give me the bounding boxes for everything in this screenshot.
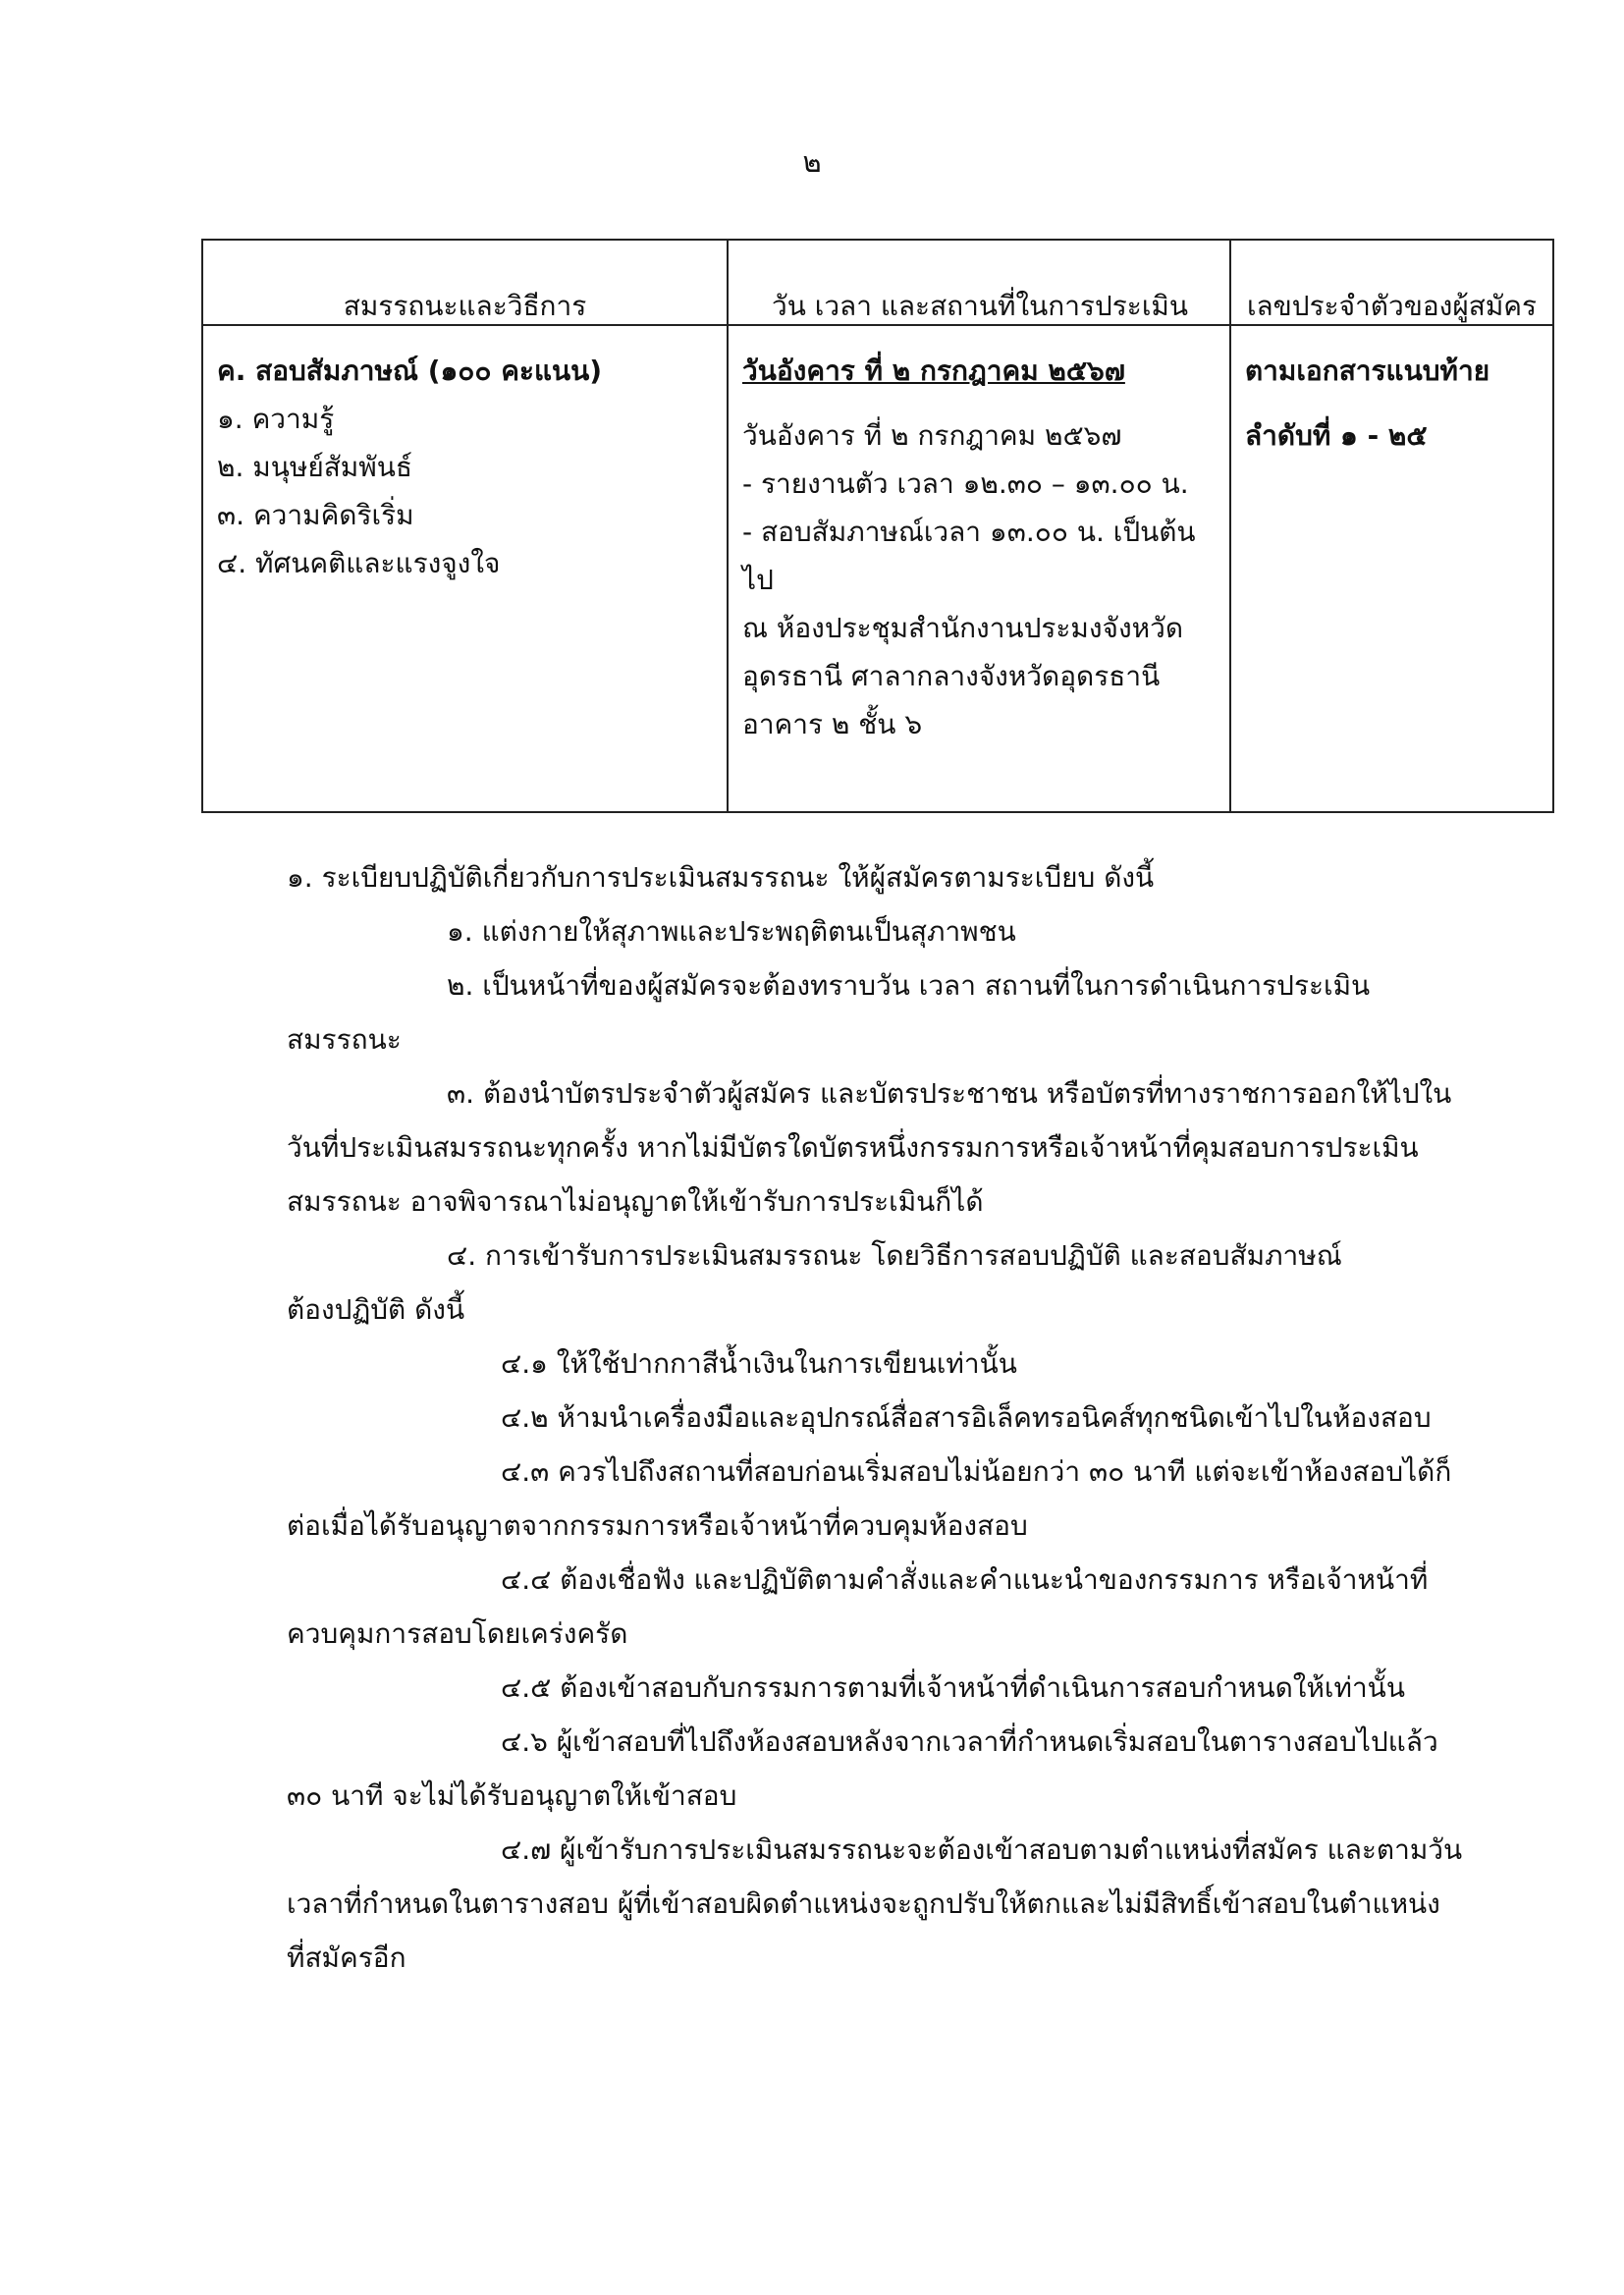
applicant-id-cell — [1245, 347, 1543, 460]
header-schedule: วัน เวลา และสถานที่ในการประเมิน — [772, 290, 1188, 322]
venue-line: อุดรธานี ศาลากลางจังหวัดอุดรธานี — [742, 660, 1161, 692]
column-competency — [203, 241, 727, 811]
page-number: ๒ — [802, 145, 822, 179]
header-competency: สมรรถนะและวิธีการ — [343, 290, 587, 322]
column-applicant-id — [1229, 241, 1552, 811]
competency-cell — [217, 347, 717, 587]
rule-subitem-cont: ควบคุมการสอบโดยเคร่งครัด — [287, 1617, 628, 1650]
rule-subitem-cont: ๓๐ นาที จะไม่ได้รับอนุญาตให้เข้าสอบ — [287, 1779, 737, 1812]
rule-subitem-cont: ที่สมัครอีก — [287, 1941, 406, 1974]
venue-line: อาคาร ๒ ชั้น ๖ — [742, 708, 923, 740]
schedule-cell — [742, 347, 1221, 748]
date-heading: วันอังคาร ที่ ๒ กรกฎาคม ๒๕๖๗ — [742, 355, 1125, 387]
rule-subitem-cont: ต่อเมื่อได้รับอนุญาตจากกรรมการหรือเจ้าหน้าที่ควบคุมห้องสอบ — [287, 1509, 1028, 1542]
header-applicant-id: เลขประจำตัวของผู้สมัคร — [1246, 290, 1538, 322]
rule-item-cont: สมรรถนะ — [287, 1023, 402, 1056]
rule-item-cont: สมรรถนะ อาจพิจารณาไม่อนุญาตให้เข้ารับการประเมินก็ได้ — [287, 1185, 984, 1218]
rule-subitem: ๔.๔ ต้องเชื่อฟัง และปฏิบัติตามคำสั่งและคำแนะนำของกรรมการ หรือเจ้าหน้าที่ — [501, 1563, 1429, 1596]
schedule-table — [201, 239, 1554, 813]
rule-item: ๑. แต่งกายให้สุภาพและประพฤติตนเป็นสุภาพชน — [447, 915, 1016, 948]
interview-time: - สอบสัมภาษณ์เวลา ๑๓.๐๐ น. เป็นต้น — [742, 516, 1196, 548]
competency-item: ๔. ทัศนคติและแรงจูงใจ — [217, 547, 501, 579]
rule-subitem: ๔.๗ ผู้เข้ารับการประเมินสมรรถนะจะต้องเข้าสอบตามตำแหน่งที่สมัคร และตามวัน — [501, 1833, 1463, 1866]
competency-item: ๒. มนุษย์สัมพันธ์ — [217, 451, 412, 483]
applicant-range: ลำดับที่ ๑ - ๒๕ — [1245, 419, 1428, 452]
applicant-ref: ตามเอกสารแนบท้าย — [1245, 355, 1490, 387]
rules-heading: ๑. ระเบียบปฏิบัติเกี่ยวกับการประเมินสมรรถนะ ให้ผู้สมัครตามระเบียบ ดังนี้ — [287, 861, 1155, 894]
rule-item-cont: วันที่ประเมินสมรรถนะทุกครั้ง หากไม่มีบัตรใดบัตรหนึ่งกรรมการหรือเจ้าหน้าที่คุมสอบการประเมิน — [287, 1131, 1419, 1164]
exam-date: วันอังคาร ที่ ๒ กรกฎาคม ๒๕๖๗ — [742, 419, 1122, 452]
rule-subitem: ๔.๕ ต้องเข้าสอบกับกรรมการตามที่เจ้าหน้าที่ดำเนินการสอบกำหนดให้เท่านั้น — [501, 1671, 1405, 1704]
competency-item: ๓. ความคิดริเริ่ม — [217, 499, 414, 531]
rule-item: ๒. เป็นหน้าที่ของผู้สมัครจะต้องทราบวัน เวลา สถานที่ในการดำเนินการประเมิน — [447, 969, 1371, 1002]
report-time: - รายงานตัว เวลา ๑๒.๓๐ – ๑๓.๐๐ น. — [742, 467, 1189, 500]
rule-subitem: ๔.๒ ห้ามนำเครื่องมือและอุปกรณ์สื่อสารอิเล็คทรอนิคส์ทุกชนิดเข้าไปในห้องสอบ — [501, 1401, 1432, 1434]
rule-subitem: ๔.๑ ให้ใช้ปากกาสีน้ำเงินในการเขียนเท่านั้น — [501, 1347, 1017, 1380]
venue-line: ณ ห้องประชุมสำนักงานประมงจังหวัด — [742, 612, 1183, 644]
interview-time-cont: ไป — [742, 564, 774, 596]
rule-subitem: ๔.๖ ผู้เข้าสอบที่ไปถึงห้องสอบหลังจากเวลาที่กำหนดเริ่มสอบในตารางสอบไปแล้ว — [501, 1725, 1438, 1758]
rule-subitem-cont: เวลาที่กำหนดในตารางสอบ ผู้ที่เข้าสอบผิดตำแหน่งจะถูกปรับให้ตกและไม่มีสิทธิ์เข้าสอบในตำแหน่ง — [287, 1887, 1440, 1920]
interview-title: ค. สอบสัมภาษณ์ (๑๐๐ คะแนน) — [217, 355, 603, 387]
rules-section — [287, 850, 1463, 1985]
rule-item: ๔. การเข้ารับการประเมินสมรรถนะ โดยวิธีการสอบปฏิบัติ และสอบสัมภาษณ์ — [447, 1239, 1342, 1272]
competency-item: ๑. ความรู้ — [217, 403, 335, 435]
rule-item: ๓. ต้องนำบัตรประจำตัวผู้สมัคร และบัตรประชาชน หรือบัตรที่ทางราชการออกให้ไปใน — [447, 1077, 1452, 1110]
column-schedule — [727, 241, 1231, 811]
rule-item-cont: ต้องปฏิบัติ ดังนี้ — [287, 1293, 465, 1326]
rule-subitem: ๔.๓ ควรไปถึงสถานที่สอบก่อนเริ่มสอบไม่น้อยกว่า ๓๐ นาที แต่จะเข้าห้องสอบได้ก็ — [501, 1455, 1452, 1488]
